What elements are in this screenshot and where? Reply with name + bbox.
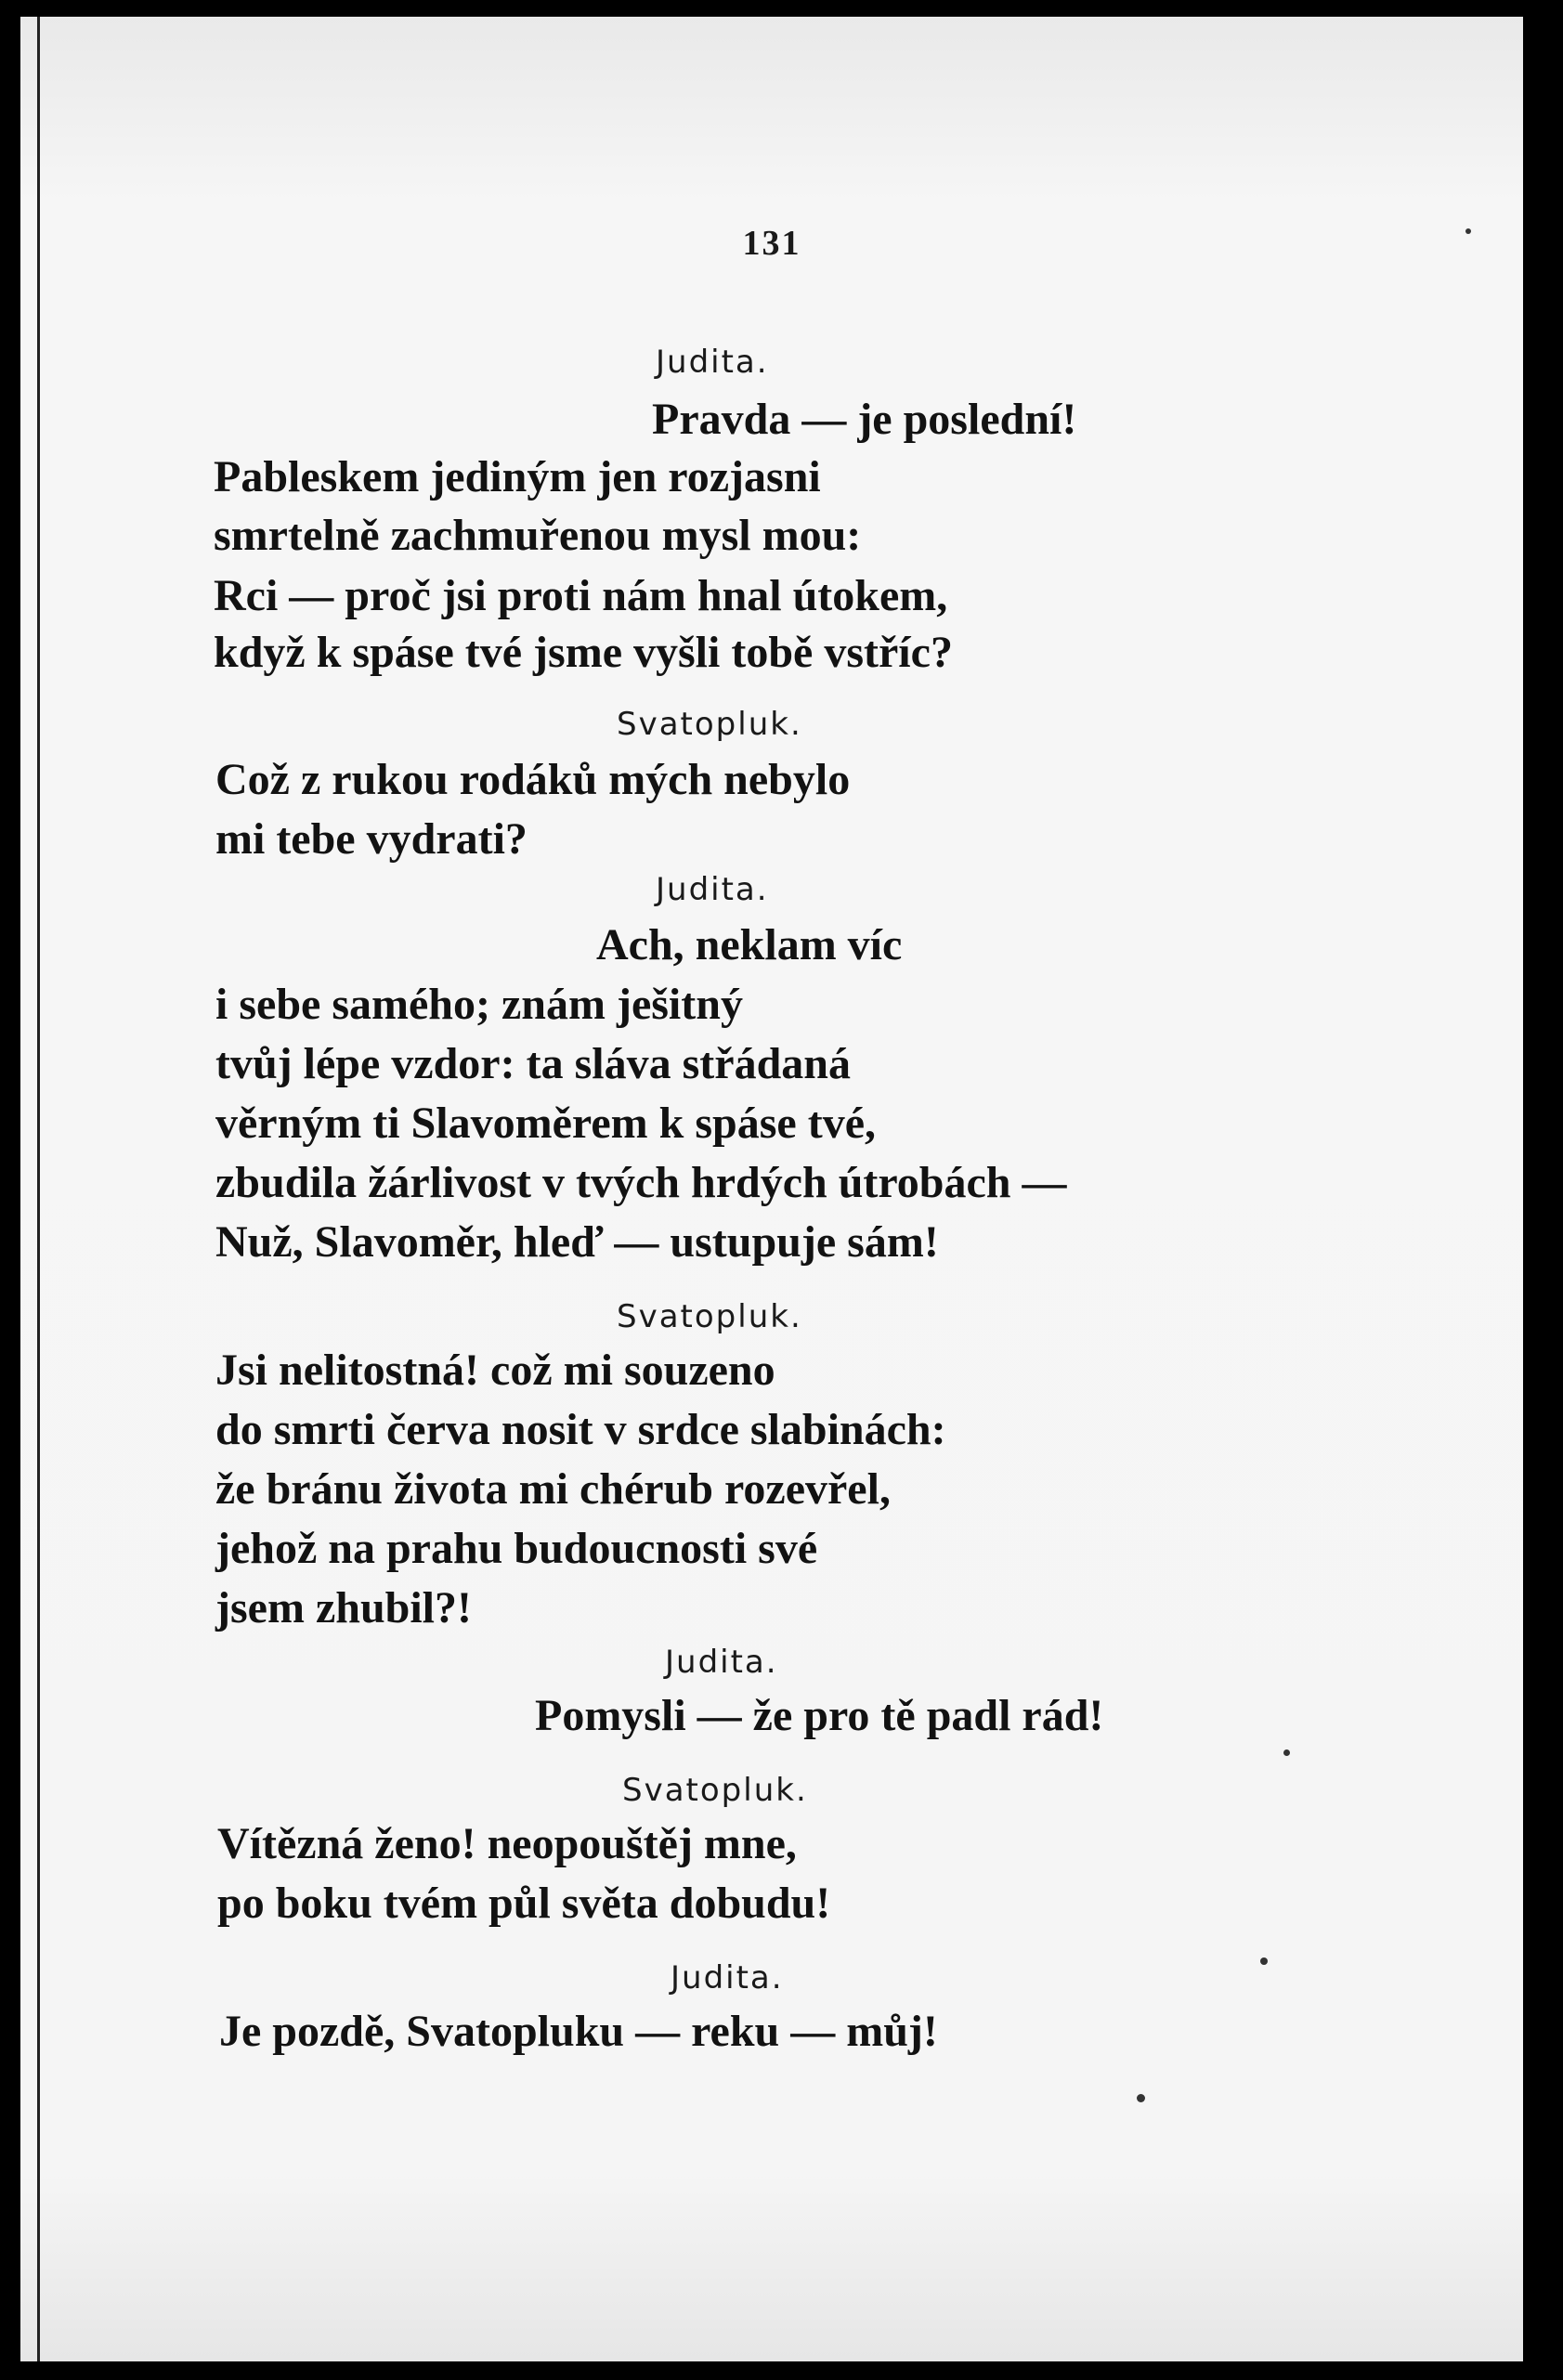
speaker-name: Judita. bbox=[665, 1644, 778, 1681]
verse-line: Ach, neklam víc bbox=[596, 920, 903, 969]
verse-line: když k spáse tvé jsme vyšli tobě vstříc? bbox=[214, 628, 953, 677]
ink-speck bbox=[1283, 1749, 1290, 1756]
verse-line: Což z rukou rodáků mých nebylo bbox=[215, 755, 851, 804]
verse-line: i sebe samého; znám ješitný bbox=[215, 980, 743, 1029]
verse-line: smrtelně zachmuřenou mysl mou: bbox=[214, 511, 862, 560]
verse-line: že bránu života mi chérub rozevřel, bbox=[215, 1464, 891, 1514]
book-page bbox=[20, 17, 1523, 2361]
speaker-name: Judita. bbox=[671, 1959, 784, 1996]
page-number: 131 bbox=[742, 224, 801, 263]
ink-speck bbox=[1260, 1957, 1268, 1965]
verse-line: Vítězná ženo! neopouštěj mne, bbox=[217, 1819, 797, 1868]
verse-line: zbudila žárlivost v tvých hrdých útrobách — bbox=[215, 1158, 1067, 1207]
play-text bbox=[20, 17, 1523, 2361]
verse-line: Pableskem jediným jen rozjasni bbox=[214, 452, 821, 501]
speaker-name: Svatopluk. bbox=[617, 1298, 802, 1335]
ink-speck bbox=[1465, 228, 1471, 234]
verse-line: mi tebe vydrati? bbox=[215, 814, 528, 864]
speaker-name: Judita. bbox=[656, 871, 769, 908]
ink-speck bbox=[1137, 2094, 1145, 2102]
verse-line: po boku tvém půl světa dobudu! bbox=[217, 1879, 831, 1928]
speaker-name: Svatopluk. bbox=[617, 706, 802, 743]
verse-line: Nuž, Slavoměr, hleď — ustupuje sám! bbox=[215, 1217, 939, 1267]
verse-line: Pravda — je poslední! bbox=[652, 395, 1077, 444]
speaker-name: Judita. bbox=[656, 344, 769, 381]
verse-line: věrným ti Slavoměrem k spáse tvé, bbox=[215, 1099, 876, 1148]
verse-line: tvůj lépe vzdor: ta sláva střádaná bbox=[215, 1039, 851, 1088]
verse-line: Je pozdě, Svatopluku — reku — můj! bbox=[219, 2007, 938, 2056]
verse-line: jehož na prahu budoucnosti své bbox=[215, 1524, 818, 1573]
verse-line: do smrti červa nosit v srdce slabinách: bbox=[215, 1405, 946, 1454]
verse-line: Pomysli — že pro tě padl rád! bbox=[535, 1691, 1104, 1740]
speaker-name: Svatopluk. bbox=[622, 1772, 808, 1809]
verse-line: Jsi nelitostná! což mi souzeno bbox=[215, 1346, 775, 1395]
verse-line: jsem zhubil?! bbox=[215, 1583, 472, 1632]
verse-line: Rci — proč jsi proti nám hnal útokem, bbox=[214, 571, 948, 620]
